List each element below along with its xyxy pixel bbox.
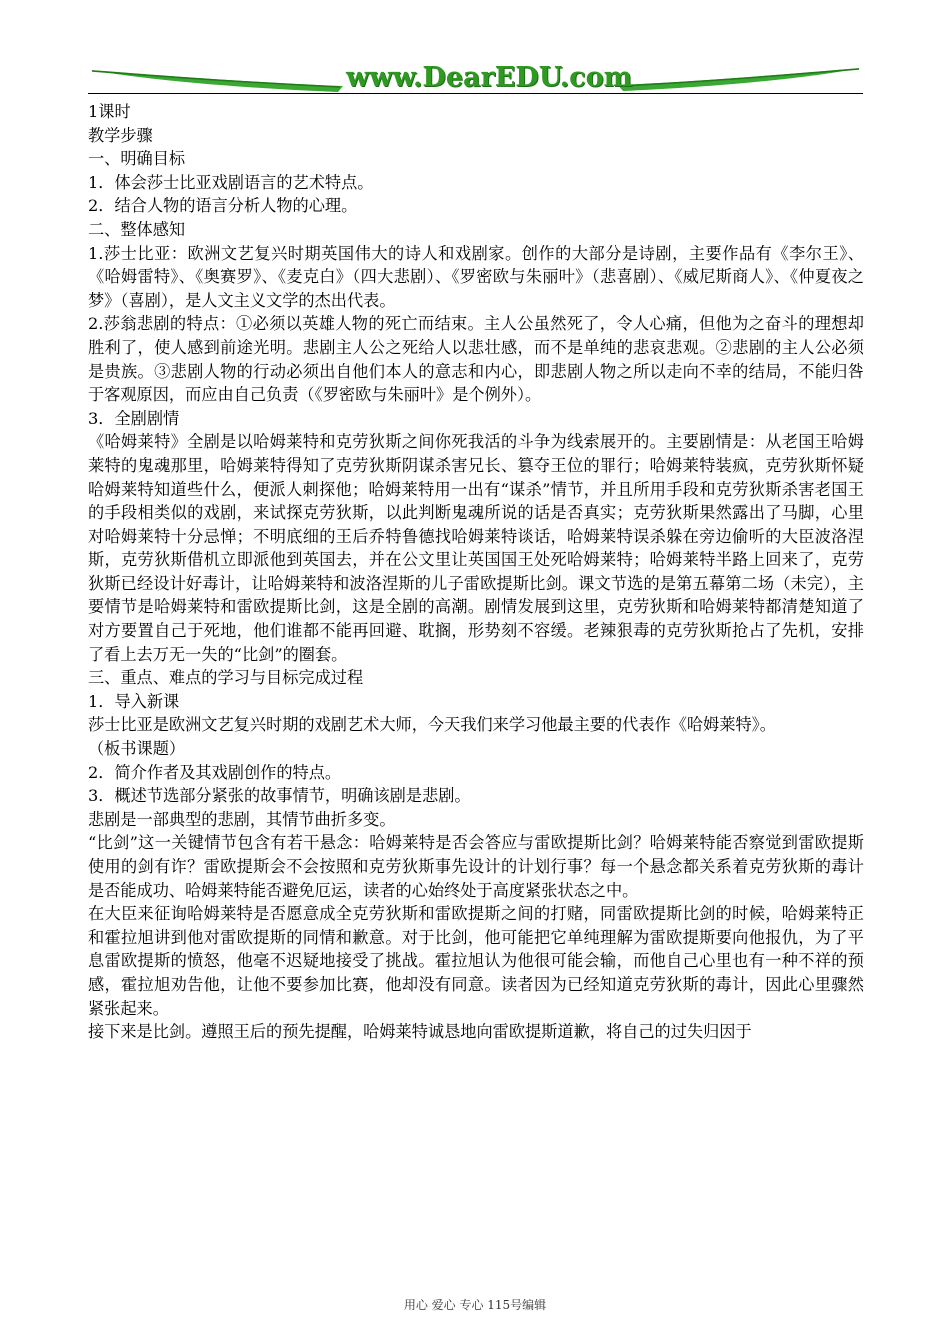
site-logo: www.DearEDU.com [346, 62, 633, 93]
section-heading: 二、整体感知 [88, 219, 186, 239]
paragraph: 3．全剧剧情 [88, 408, 180, 428]
paragraph: “比剑”这一关键情节包含有若干悬念：哈姆莱特是否会答应与雷欧提斯比剑？哈姆莱特能否察觉到雷欧提斯使用的剑有诈？雷欧提斯会不会按照和克劳狄斯事先设计的计划行事？每一个悬念都关系着克劳狄斯的毒计是否能成功、哈姆莱特能否避免厄运，读者的心始终处于高度紧张状态之中。 [88, 833, 864, 900]
paragraph: 1课时 [88, 102, 131, 121]
paragraph: 教学步骤 [88, 125, 153, 145]
paragraph: 莎士比亚是欧洲文艺复兴时期的戏剧艺术大师，今天我们来学习他最主要的代表作《哈姆莱特》。 [88, 715, 776, 735]
paragraph: 1.莎士比亚：欧洲文艺复兴时期英国伟大的诗人和戏剧家。创作的大部分是诗剧，主要作品有《李尔王》、《哈姆雷特》、《奥赛罗》、《麦克白》（四大悲剧）、《罗密欧与朱丽叶》（悲喜剧）、《威尼斯商人》、《仲夏夜之梦》（喜剧），是人文主义文学的杰出代表。 [88, 243, 864, 310]
paragraph: 1．体会莎士比亚戏剧语言的艺术特点。 [88, 172, 374, 192]
paragraph: 2．简介作者及其戏剧创作的特点。 [88, 762, 342, 782]
document-body [88, 100, 864, 1044]
paragraph: 《哈姆莱特》全剧是以哈姆莱特和克劳狄斯之间你死我活的斗争为线索展开的。主要剧情是：从老国王哈姆莱特的鬼魂那里，哈姆莱特得知了克劳狄斯阴谋杀害兄长、篡夺王位的罪行；哈姆莱特装疯，克劳狄斯怀疑哈姆莱特知道些什么，便派人刺探他；哈姆莱特用一出有“谋杀”情节，并且所用手段和克劳狄斯杀害老国王的手段相类似的戏剧，来试探克劳狄斯，以此判断鬼魂所说的话是否真实；克劳狄斯果然露出了马脚，心里对哈姆莱特十分忌惮；不明底细的王后乔特鲁德找哈姆莱特谈话，哈姆莱特误杀躲在旁边偷听的大臣波洛涅斯，克劳狄斯借机立即派他到英国去，并在公文里让英国国王处死哈姆莱特；哈姆莱特半路上回来了，克劳狄斯已经设计好毒计，让哈姆莱特和波洛涅斯的儿子雷欧提斯比剑。课文节选的是第五幕第二场（未完），主要情节是哈姆莱特和雷欧提斯比剑，这是全剧的高潮。剧情发展到这里，克劳狄斯和哈姆莱特都清楚知道了对方要置自己于死地，他们谁都不能再回避、耽搁，形势刻不容缓。老辣狠毒的克劳狄斯抢占了先机，安排了看上去万无一失的“比剑”的圈套。 [88, 432, 864, 664]
paragraph: 接下来是比剑。遵照王后的预先提醒，哈姆莱特诚恳地向雷欧提斯道歉，将自己的过失归因于 [88, 1022, 752, 1042]
page-footer: 用心 爱心 专心 115号编辑 [403, 1298, 547, 1312]
paragraph: 悲剧是一部典型的悲剧，其情节曲折多变。 [88, 809, 396, 829]
paragraph: 在大臣来征询哈姆莱特是否愿意成全克劳狄斯和雷欧提斯之间的打赌，同雷欧提斯比剑的时候，哈姆莱特正和霍拉旭讲到他对雷欧提斯的同情和歉意。对于比剑，他可能把它单纯理解为雷欧提斯要向他报仇，为了平息雷欧提斯的愤怒，他毫不迟疑地接受了挑战。霍拉旭认为他很可能会输，而他自己心里也有一种不祥的预感，霍拉旭劝告他，让他不要参加比赛，他却没有同意。读者因为已经知道克劳狄斯的毒计，因此心里骤然紧张起来。 [88, 904, 864, 1018]
paragraph: （板书课题） [88, 739, 186, 759]
section-heading: 三、重点、难点的学习与目标完成过程 [88, 668, 364, 688]
paragraph: 3．概述节选部分紧张的故事情节，明确该剧是悲剧。 [88, 786, 471, 806]
paragraph: 2．结合人物的语言分析人物的心理。 [88, 196, 358, 216]
paragraph: 2.莎翁悲剧的特点：①必须以英雄人物的死亡而结束。主人公虽然死了，令人心痛，但他为之奋斗的理想却胜利了，使人感到前途光明。悲剧主人公之死给人以悲壮感，而不是单纯的悲哀悲观。②悲剧的主人公必须是贵族。③悲剧人物的行动必须出自他们本人的意志和内心，即悲剧人物之所以走向不幸的结局，不能归咎于客观原因，而应由自己负责（《罗密欧与朱丽叶》是个例外）。 [88, 314, 864, 405]
paragraph: 1．导入新课 [88, 691, 180, 711]
header-divider [88, 93, 863, 94]
section-heading: 一、明确目标 [88, 149, 186, 169]
